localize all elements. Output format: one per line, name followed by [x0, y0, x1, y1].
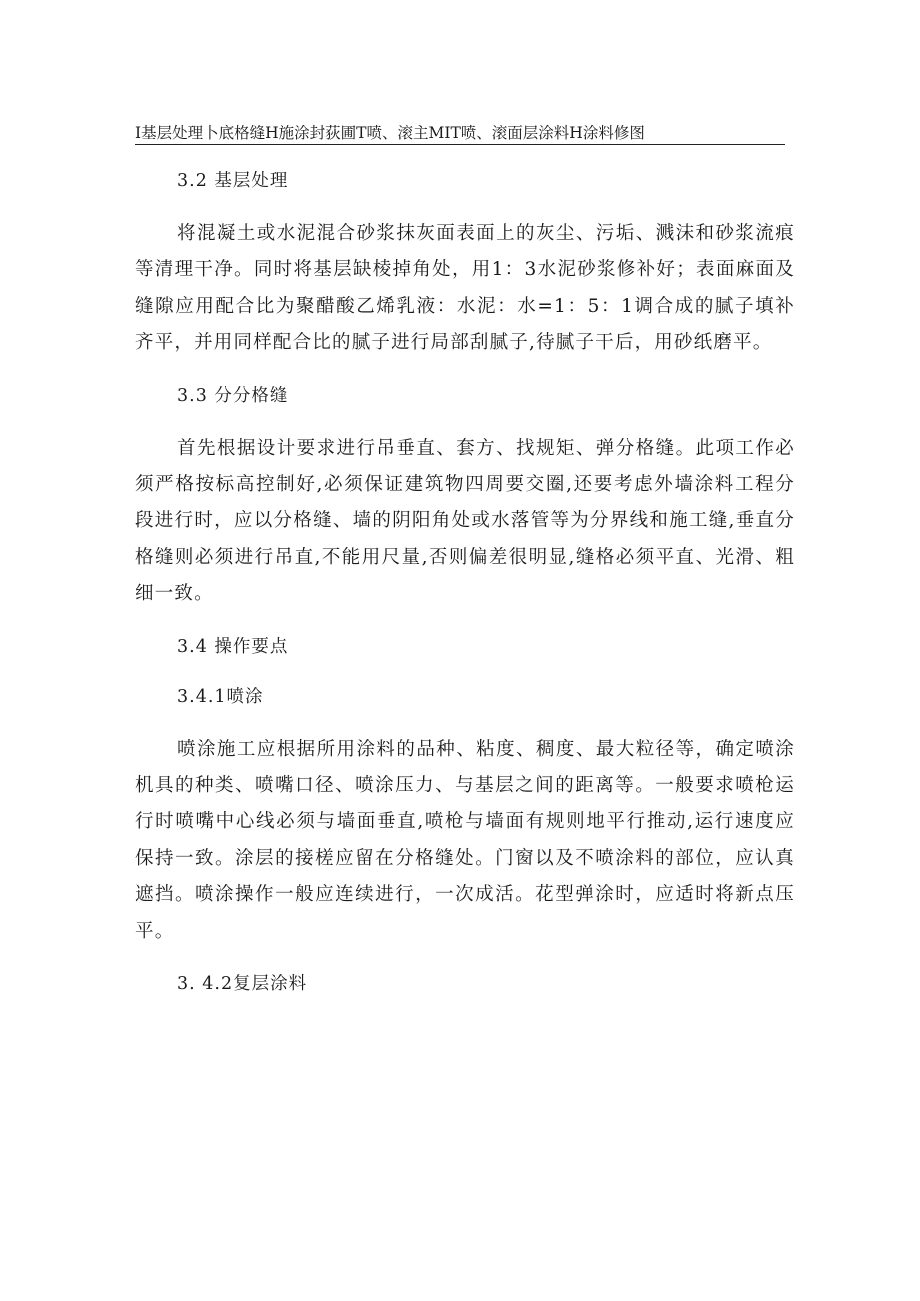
document-body — [135, 166, 795, 1019]
process-flow-line: I基层处理卜底格缝H施涂封荻圃T喷、滚主MIT喷、滚面层涂料H涂料修图 — [135, 122, 785, 145]
section-heading-3-4-1: 3.4.1喷涂 — [177, 686, 264, 707]
section-heading-3-2: 3.2 基层处理 — [177, 171, 289, 191]
section-heading-3-4-2: 3. 4.2复层涂料 — [177, 974, 308, 995]
section-paragraph-3-2: 将混凝土或水泥混合砂浆抹灰面表面上的灰尘、污垢、溅沫和砂浆流痕等清理干净。同时将基层缺棱掉角处，用1：3水泥砂浆修补好；表面麻面及缝隙应用配合比为聚醋酸乙烯乳液：水泥：水=1：5：1调合成的腻子填补齐平，并用同样配合比的腻子进行局部刮腻子,待腻子干后，用砂纸磨平。 — [135, 223, 795, 354]
section-paragraph-3-4-1: 喷涂施工应根据所用涂料的品种、粘度、稠度、最大粒径等，确定喷涂机具的种类、喷嘴口径、喷涂压力、与基层之间的距离等。一般要求喷枪运行时喷嘴中心线必须与墙面垂直,喷枪与墙面有规则地平行推动,运行速度应保持一致。涂层的接槎应留在分格缝处。门窗以及不喷涂料的部位，应认真遮挡。喷涂操作一般应连续进行，一次成活。花型弹涂时，应适时将新点压平。 — [135, 738, 795, 942]
section-paragraph-3-3: 首先根据设计要求进行吊垂直、套方、找规矩、弹分格缝。此项工作必须严格按标高控制好,必须保证建筑物四周要交圈,还要考虑外墙涂料工程分段进行时，应以分格缝、墙的阴阳角处或水落管等为分界线和施工缝,垂直分格缝则必须进行吊直,不能用尺量,否则偏差很明显,缝格必须平直、光滑、粗细一致。 — [135, 437, 795, 605]
section-heading-3-4: 3.4 操作要点 — [177, 636, 289, 657]
section-heading-3-3: 3.3 分分格缝 — [177, 385, 289, 406]
